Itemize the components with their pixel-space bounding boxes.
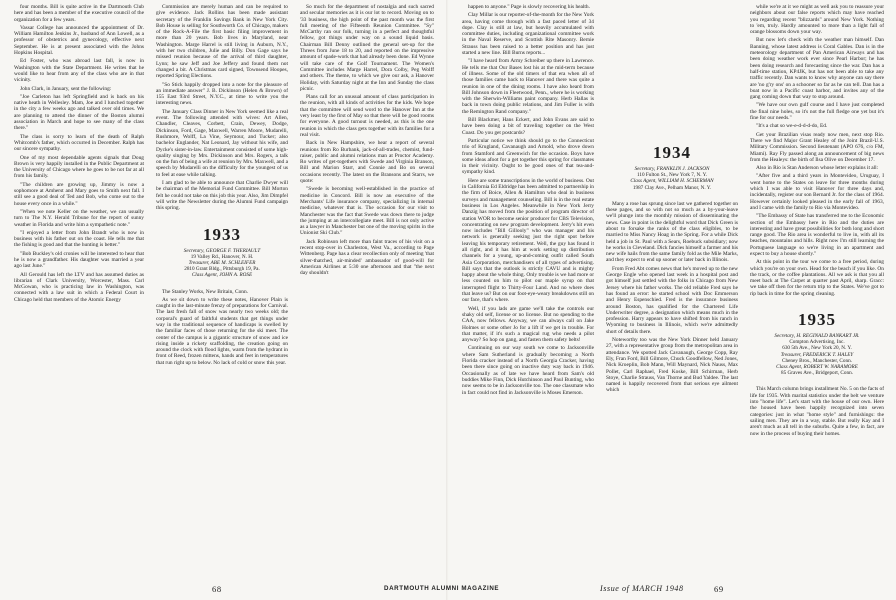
paragraph: "Bob Buckley's old cronies will be interested to hear that he is now a grandfather. His daughter was married a year ago last June."	[14, 250, 144, 270]
right-page	[448, 0, 896, 600]
paragraph: "Joe Carleton has left Springfield and is back on his native heath in Wellesley. Mam, Joe and I lunched together in the city a few weeks ago and talked over old times. We are planning to attend the dinner of the Boston alumni association in March and hope to see many of the class there."	[14, 93, 144, 132]
paragraph: The class is sorry to learn of the death of Ralph Whitcomb's father, which occurred in December. Ralph has our sincere sympathy.	[14, 133, 144, 153]
class-address: 110 Fulton St., New York 7, N. Y.	[637, 172, 707, 179]
paragraph: Particular notice we think should go to the Connecticut trio of Krugland, Cavanaugh and Arnold, who drove down from Stamford and Greenwich for the occasion. Boys have some ideas afoot for a get together this spring for classmates in their vicinity. Ought to be good ones of that tea-and-sympathy kind.	[462, 137, 594, 176]
class-year-1933: 1933	[203, 224, 241, 244]
paragraph: I am glad to be able to announce that Charlie Dwyer will be chairman of the Memorial Fund Committee. Bill Morton felt he could not take on this job this year. Also, Jim Dimpfel will write the Newsletter during the Alumni Fund campaign this spring.	[156, 180, 288, 212]
right-column-3-text-after	[750, 386, 884, 436]
paragraph: Commission are merely human and can be required to give evidence. Jack Rollins has been made assistant secretary of the Franklin Savings Bank in New York City. Bob House is selling for Southworth Co. of Chicago, makers of the Rock-A-File the first basic filing improvement in more than 20 years. Bob lives in Maryland, near Washington. Marge Harrel is still living in Auburn, N.Y., with her two children, Julie and Billy. Don Gage says he missed reunion because of the arrival of third daughter, Lynn; he saw Jeff and Joe Jeffery and found them not changed a bit. A Christmas card signed, Townsend Hoopes, reported Spring Elections.	[156, 4, 288, 80]
right-footer	[384, 582, 896, 596]
right-column-2-text-after	[606, 201, 738, 394]
left-column-2-text-after	[156, 289, 288, 367]
paragraph: "It's a chat so we-e-d-d-d-do, Ed.	[756, 123, 828, 130]
paragraph: Many a rose has sprung since last we gathered together on these pages, and so with not so much as a by-your-leave we'll plunge into the monthly mission of disseminating the news. Case in point is the delightful word that Dick Green is about to forsake the ranks of the class eligibles, to be married to Miss Nancy Hoag in the Spring. For a while Dick held a job in St. Paul with a Sears, Roebuck subsidiary; now he works in Cleveland. Dick fancies himself a farmer and his new wife hails from the same family fold as the Mile Marks, and they expect to end up sooner or later back in Illinois.	[606, 200, 738, 264]
class-address: 19 Valley Rd., Hanover, N. H.	[190, 253, 254, 260]
paragraph: "I have heard from Army Schreiber up there in Lawrence. He tells me that Our Bases lost his at the mid-term because of illness. Some of the old timers of that era when all of those families came back to Hanover and there was quite a reunion in one of the dining rooms. I have also heard from Bill Johnson down in Fleetwood, Penn., where he is working with the Sherwin-Williams paint company. Herb Hallas is back in town doing public relations, and Jim Fuller is with the Remington Rand company."	[462, 58, 594, 115]
paragraph: Get your Brazilian visas ready now men, next stop Rio. There we find Major Grant Healey of the Joint Brazil-U.S. Military Commission. Second lieutenant (APO 676, c/o FM, Miami). Ray Fly passed along an announcement of big news from the Healeys: the birth of Ilsa Olive on December 17.	[750, 131, 884, 163]
class-treasurer: Treasurer, FREDERICK T. HALEY	[780, 351, 854, 358]
class-agent: Class Agent, JOHN A. ROSE	[191, 272, 253, 279]
paragraph: while we're at it we might as well ask you to reassure your neighbors about our false reports which may have reached you regarding recent "blizzards" around New York. Nothing to 'em, truly. Hardly amounted to more than a light fall of orange blossoms down your way.	[750, 4, 884, 36]
paragraph: Bill Blackmer, Hans Eckert, and John Evans are said to have been doing a bit of traveling together on the West Coast. Do you get postcards?	[462, 117, 594, 136]
class-1933-heading	[156, 226, 288, 279]
class-1935-heading	[750, 311, 884, 376]
class-secretary: Secretary, FRANKLIN J. JACKSON	[634, 166, 710, 172]
paragraph: Well, if you lads are game we'll take the controls our shaky old self, license or no license. But no spending to the CAA, now fellows. Anyway, we can always call on Jake Holmes or some other Jo for a lift if we get in trouble. For that matter, if it's such a magical rug who needs a pilot anyway? So hop on gang, and fasten them safety belts!	[462, 305, 594, 344]
paragraph: As we sit down to write these notes, Hanover Plain is caught in the last-minute frenzy of preparations for Carnival. The last fresh fall of snow was nearly two weeks old; the corporal's guard of faithful students that get things under way in the traditional sequence of handicaps is swelled by the familiar faces of those returning for the ski meet. The center of the campus is a gigantic structure of snow and ice rising inside a rickety scaffolding, the creation going on around the clock with flood lights, warm from the hydrant in front of Reed, frozen mittens, hands and feet in temperatures that run right up to below. No lack of cold or snow this year.	[156, 296, 288, 366]
paragraph: So much for the department of nostalgia and such sacred and secular memories as it is our lot to record. Moving on to '33 business, the high point of the past month was the first full meeting of the Fifteenth Reunion Committee. "Sy" McCarthy ran our folk, turning in a perfect and thoughtful fellow, got things under way on a sound liquid basis. Chairman Bill Denny outlined the general set-up for the Threes from June 18 to 20, and reported on the impressive amount of spade-work that had already been done. Ed Wynne will take care of the Golf Tournament. The Women's Committee includes Marge Harrel, Dora Colby, Peg Wolff and others. The theme, to which we give our ask, a Hanover Holiday, with Saturday night at the Inn and Sunday the class picnic.	[300, 4, 434, 92]
paragraph: Here are some transcriptions in the world of business. Out in California Ed Eldridge has been admitted to partnership in the firm of Boice, Allen & Hamilton who deal in business surveys and management counseling. Bill is in the real estate business in Los Angeles. Meanwhile in New York Jerry Danzig has moved from the position of program director of station WOR to become senior producer for CBS Television, concentrating on new program development. Jerry's hit even now includes "Bill Gillooly" who was manager and his network is generally seeking just the right spot before leaving his temporary retirement. Well, the guy has found it all right, and it has him at work setting up distribution channels for a young, up-and-coming outfit called South Asia Corporation, merchandisers of all types of advertising. Bill says that the outlook is strictly CAVU and is mighty happy about the whole thing. Only trouble is we had more or less counted on him to pilot our maple syrup on that interrupted flight to Thirty-Four Land. And no where does that leave us? But on our foot-eye-weary breakdowns still on our face, that's where.	[462, 177, 594, 304]
paragraph: "After five and a third years in Montevideo, Uruguay, I went home to the States on leave for three months during which I was able to visit Hanover for three days and, incidentally, register our son Bernard Jr. for the class of 1964. However certainly looked pleased in the early fall of 1963, and I came with the family to Rio via Montevideo.	[750, 173, 884, 211]
paragraph: The January Class Dinner in New York seemed like a real event. The following attended with wives: Art Allen, Chandler, Cleaves, Corbett, Crain, Dewey, Dodge, Dickinson, Ford, Gage, Maxwell, Warren Moore, Mudarelli, Rushmore, Wolff, La Vine, Seymour, and Tucker; also bachelor Englander, Nat Leonard, Jay without his wife, and Dycke's sister-in-law. Entertainment consisted of some high-quality singing by Mrs. Dickinson and Mrs. Rogers, a talk on the fun of being a wife at reunion by Mrs. Maxwell, and a speech by Mudarelli on the difficulty for the youngest of us to feel at ease while talking.	[156, 108, 288, 178]
paragraph: This March column brings installment No. 5 on the facts of life for 1935. With marital statistics under the belt we venture into "home life". Let's start with the house of our own. Here the housed have been happily recognized into seven categories: just in what "home style" and furnishings: the sailing men. They are in a way, stable. But really Kay and I aren't much as all tell in the suburbs. Quite a few, in fact, are now in the process of buying their homes.	[750, 386, 884, 437]
right-column-1	[462, 4, 594, 578]
paragraph: happen to anyone." Page is slowly recovering his health.	[468, 4, 590, 10]
class-agent: Class Agent, WILLIAM H. SCHERMAN	[630, 178, 714, 185]
paragraph: But now let's check with the weather man himself. Dan Banning, whose latest address is Coral Gables. Dan is in the meteorology department of Pan American Airways and has been doing weather work ever since Pearl Harbor; he has been doing research and forecasting since the war. Dan has a half-time station, KP4JK, but has not been able to take any traffic recently. Dan wants to know why anyone can say there are 'no g'ry ons' on a schooner so far as he can tell. Dan has a boat now in a Pacific coast harbor, and invites any of the gang coming down that way to stop around.	[750, 37, 884, 101]
paragraph: "I enjoyed a letter from John Brandt who is now in business with his father out on the coast. He tells me that the fishing is good and that the hunting is better."	[14, 229, 144, 249]
paragraph: From Fred Abt comes news that he's moved up to the new George Engle who opened last week in a hospital post and got himself just settled with the folks in Chicago from New Jersey where his father works. The old reliable Fred says he has found an error: he started school with Doc Emmerson and Henry Espenschied. Fred is the insurance business around Boston, has qualified for the Chartered Life Underwriter degree, a designation which means much in the profession. Harry appears to have shifted from his ranch in Wyoming to business in Illinois, which we're admittedly short of details there.	[606, 265, 738, 335]
page-number-left: 68	[212, 584, 222, 594]
magazine-name: DARTMOUTH ALUMNI MAGAZINE	[384, 585, 500, 592]
left-column-2-text	[156, 4, 288, 212]
class-agent: Class Agent, ROBERT W. NARAMORE	[776, 364, 858, 371]
right-column-3-text	[750, 4, 884, 297]
page-number-right: 69	[714, 584, 724, 594]
paragraph: "The children are growing up, Jimmy is now a sophomore at Amherst and Mary goes to Smith next fall. I still see a good deal of Ted and Bob, who come out to the house every once in a while."	[14, 181, 144, 207]
right-column-3	[750, 4, 884, 578]
paragraph: "When we note Keller on the weather, we can usually turn to The N.Y. Herald Tribune for the report of sunny weather in Florida and write him a sympathetic note."	[14, 208, 144, 228]
class-year-1935: 1935	[798, 310, 836, 330]
class-address: Compton Advertising, Inc.	[789, 339, 845, 346]
class-treasurer: Treasurer, ABE M. SCHLEIFER	[188, 259, 256, 266]
paragraph: "We have our own gulf course and I have just completed the final nine holes, so it's not the full fledge one yet but it's fine for our needs."	[750, 102, 884, 122]
class-address: 85 Graves Ave., Bridgeport, Conn.	[781, 370, 853, 377]
paragraph: Vassar College has announced the appointment of Dr. William Hamilton Jenkins Jr., husband of Ann Lowell, as a professor of obstetrics and gynecology, effective next September. He is at present associated with the Johns Hopkins Hospital.	[14, 24, 144, 57]
paragraph: Also in Rio is Stan Anderson whose letter explains it all:	[756, 165, 879, 172]
paragraph: "The Embassy of State has transferred me to the Economic section of the Embassy here in Rio and the duties are interesting and have great possibilities for both long and short range good. The Rio area is wonderful to live in, with all its beaches, mountains and hills. Right now I'm still learning the Portuguese language so we're living in an apartment and expect to buy a house shortly."	[750, 213, 884, 257]
paragraph: Back in New Hampshire, we hear a report of several reunions from Ro Burbank, jack-of-all-trades, chemist, fund-raiser, public and alumni relations man at Proctor Academy. Ro writes of get-togethers with Swede and Virginia Branson, Bill and Marion Starr, and Connie and Bo on several occasions recently. The latest on the Bransons and Starrs, we quote:	[300, 140, 434, 185]
paragraph: Clay Millar is our reporter-of-the-month for the New York area, having come through with a fast paced letter of 34 dope. Clay is still at law, but heavily accumulated with committee duties, including organizational committee work in the Naval Reserve, and Scottish Rite Masonry. Bernie Strauss has been raised to a better position and has just started a new line. Bill Burns reports...	[462, 12, 594, 57]
class-secretary: Secretary, GEORGE F. THERIAULT	[183, 247, 261, 254]
issue-date: Issue of MARCH 1948	[600, 584, 684, 593]
paragraph: One of my most dependable agents signals that Doug Brown is very happily installed in the Public Department at the University of Chicago where he goes to be not far at all from his family.	[14, 154, 144, 180]
paragraph: The Stanley Works, New Britain, Conn.	[162, 288, 249, 295]
paragraph: All Gerould has left the LTV and has assumed duties as librarian of Clark University, Worcester, Mass. Carl McGowan, who is practicing law in Washington, was connected with a law suit in which a Federal Court in Chicago held that members of the Atomic Energy	[14, 271, 144, 303]
class-address: 1987 Clay Ave., Pelham Manor, N. Y.	[632, 184, 712, 191]
class-address: 630 5th Ave., New York 20, N. Y.	[782, 345, 852, 352]
class-address: 2810 Grant Bldg., Pittsburgh 19, Pa.	[184, 266, 260, 273]
paragraph: Continuing on our way south we come to Jacksonville where Sam Sutherland is gradually becoming a North Florida cracker instead of a North Georgia Cracker, having been there since going on inactive duty way back in 1946. Occasionally as of late we have heard from Sam's old buddies Mike Finn, Dick Hutchinson and Paul Bunting, who now seems to be in Jacksonville too. The one classmate who in fact could not find in Jacksonville is Moses Emerson.	[462, 345, 594, 396]
paragraph: At this point in the tour we come to a free period, during which you're on your own. Head for the beach if you like. On the track, or the coffee plantations. All we ask is that you all meet back at The Carpet at quarter past April, sharp. Gracc: we take off then for the return trip to the States. We've got to rip back in time for the spring cleaning.	[750, 259, 884, 297]
paragraph: "So Stick happily dropped into a note for the pleasure of an immediate answer" J. B. Dickinson (Helen & Brown) of 155 East 93rd Street, N.Y.C., at time to write you the interesting news.	[156, 81, 288, 107]
paragraph: Jack Robinson left more than faint traces of his visit on a recent stop-over in Charleston, West Va., according to Page Wittenberg. Page has a clear recollection only of meeting 'that silver-thatched, air-minded' ambassador of good-will for American Airlines at 5:30 one afternoon and that "the next day shouldn't	[300, 238, 434, 277]
left-column-3	[300, 4, 434, 578]
class-1934-heading	[606, 144, 738, 191]
left-column-2	[156, 4, 288, 578]
class-secretary: Secretary, H. REGINALD BANKART JR.	[774, 333, 860, 340]
right-column-2	[606, 4, 738, 578]
class-year-1934: 1934	[653, 143, 691, 162]
paragraph: four months. Bill is quite active in the Dartmouth Club here and has been a member of the executive council of the organization for a few years.	[14, 4, 144, 23]
paragraph: Noteworthy too was the New York Dinner held January 27, with a representative group from the metropolitan area in attendance. We spotted Jack Cavanaugh, George Copp, Ray Ely, Fran Ford, Bill Gilmore, Chuck Goodfellow, Ned Jones, Nick Kroeplin, Bob Mann, Will Maynard, Nick Nauss, Max Pollet, Carl Raphael, Fred Koske, Bill Schirman, Herb Stoye, Charlie Strauss, Van Thorne and Bud Yaldee. The last named is happily recovered from that serious eye ailment which	[606, 337, 738, 394]
paragraph: John Clark, in January, sent the following:	[20, 85, 112, 92]
paragraph: Ed Foster, who was abroad last fall, is now in Washington with the State Department. He writes that he would like to hear from any of the class who are in that vicinity.	[14, 58, 144, 84]
left-column-1	[14, 4, 144, 578]
paragraph: "Swede is becoming well-established in the practice of medicine in Concord. Bill is now an executive of the Merchants' Life insurance company, specializing in internal medicine, whatever that is. The occasion for our visit to Manchester was the fact that Swede was down there to judge the jumping at an intercollegiate meet. Bill is not only active as a lawyer in Manchester but one of the moving spirits in the Unionist Ski Club."	[300, 186, 434, 237]
left-footer	[0, 582, 448, 596]
class-address: Cheney Bros., Manchester, Conn.	[782, 357, 852, 364]
paragraph: Plans call for an unusual amount of class participation in the reunion, with all kinds of activities for the kids. We hope that the committee will send word to the Hanover Inn at the very least by the first of May so that there will be good rooms for everyone. A good turnout is needed, as this is the one reunion in which the class gets together with its families for a real visit.	[300, 94, 434, 138]
